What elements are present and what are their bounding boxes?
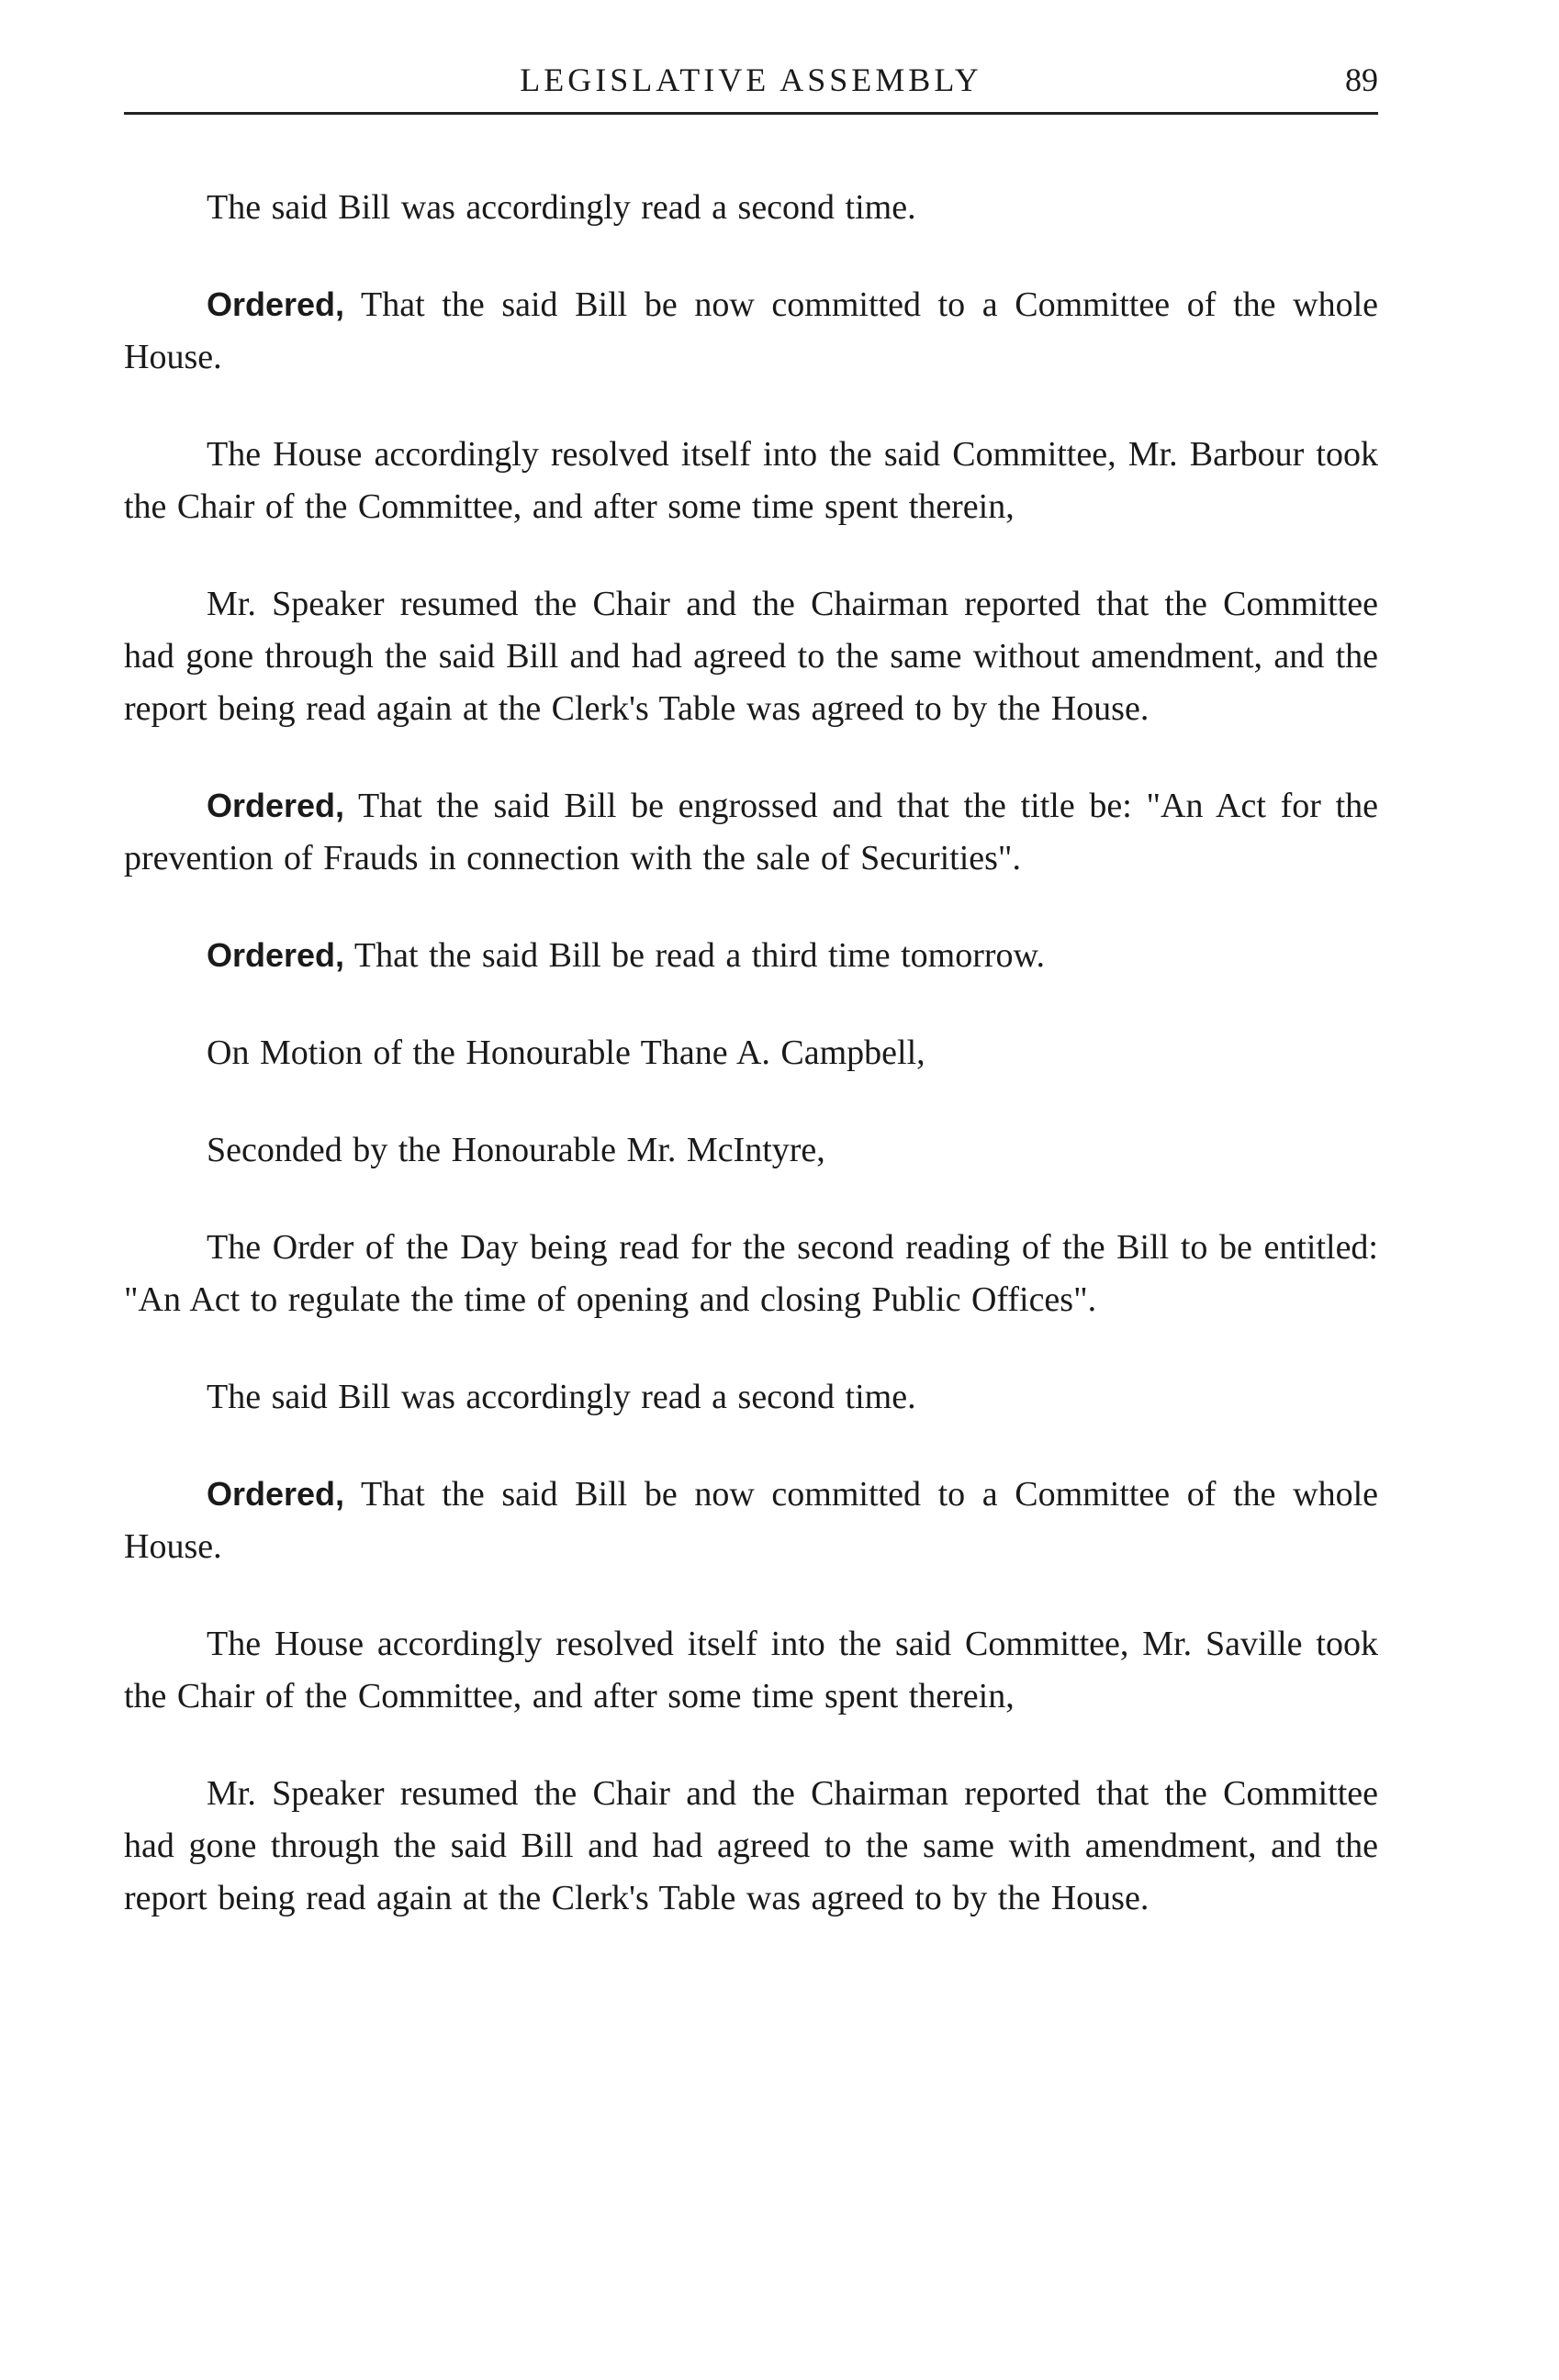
paragraph-9 (124, 1221, 1378, 1326)
paragraph-6 (124, 929, 1378, 982)
paragraph-2 (124, 278, 1378, 384)
paragraph-text: That the said Bill be engrossed and that the title be: "An Act for the prevention of Frauds in connection with the sale of Securities". (124, 787, 1378, 877)
paragraph-13 (124, 1767, 1378, 1925)
paragraph-text: The Order of the Day being read for the second reading of the Bill to be entitled: "An Act to regulate the time of opening and closing Public Offices". (124, 1228, 1378, 1319)
header-title: LEGISLATIVE ASSEMBLY (520, 61, 982, 98)
paragraph-text: Mr. Speaker resumed the Chair and the Chairman reported that the Committee had gone through the said Bill and had agreed to the same with amendment, and the report being read again at the Clerk's Table was agreed to by the House. (124, 1774, 1378, 1917)
paragraph-text: On Motion of the Honourable Thane A. Campbell, (207, 1034, 925, 1072)
paragraph-text: The said Bill was accordingly read a second time. (207, 1378, 916, 1416)
paragraph-text: Mr. Speaker resumed the Chair and the Chairman reported that the Committee had gone through the said Bill and had agreed to the same without amendment, and the report being read again at the Clerk's Table was agreed to by the House. (124, 585, 1378, 728)
paragraph-8 (124, 1123, 1378, 1177)
ordered-keyword: Ordered, (207, 787, 345, 824)
paragraph-text: The said Bill was accordingly read a second time. (207, 188, 916, 227)
paragraph-text: That the said Bill be read a third time tomorrow. (344, 936, 1045, 975)
paragraph-5 (124, 779, 1378, 885)
paragraph-4 (124, 577, 1378, 735)
paragraph-10 (124, 1370, 1378, 1424)
ordered-keyword: Ordered, (207, 285, 345, 323)
ordered-keyword: Ordered, (207, 1475, 345, 1513)
paragraph-12 (124, 1617, 1378, 1723)
paragraph-text: Seconded by the Honourable Mr. McIntyre, (207, 1131, 825, 1169)
paragraph-1 (124, 181, 1378, 234)
paragraph-3 (124, 428, 1378, 533)
ordered-keyword: Ordered, (207, 936, 345, 974)
body-text (124, 181, 1378, 1925)
paragraph-text: The House accordingly resolved itself into the said Committee, Mr. Barbour took the Chair of the Committee, and after some time spent therein, (124, 435, 1378, 526)
document-page (124, 55, 1378, 1969)
paragraph-text: The House accordingly resolved itself into the said Committee, Mr. Saville took the Chair of the Committee, and after some time spent therein, (124, 1625, 1378, 1715)
running-header (124, 55, 1378, 115)
paragraph-text: That the said Bill be now committed to a Committee of the whole House. (124, 1475, 1378, 1566)
paragraph-11 (124, 1468, 1378, 1573)
paragraph-text: That the said Bill be now committed to a Committee of the whole House. (124, 285, 1378, 376)
page-number: 89 (1345, 61, 1378, 98)
paragraph-7 (124, 1026, 1378, 1079)
